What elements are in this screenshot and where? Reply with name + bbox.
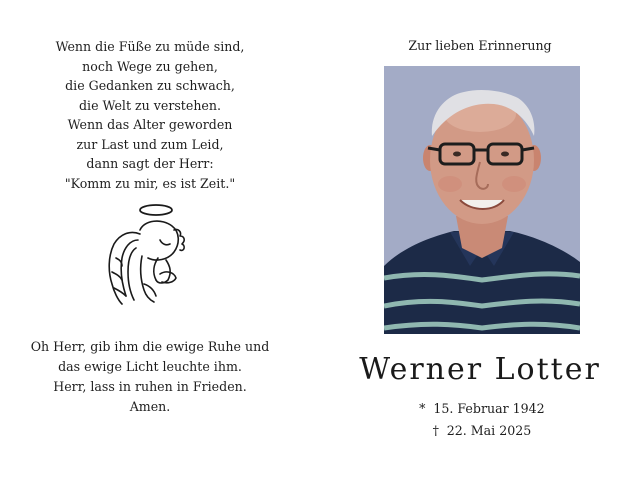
prayer-line: Amen. xyxy=(129,399,171,414)
poem-line: dann sagt der Herr: xyxy=(86,156,214,171)
life-dates xyxy=(320,398,640,442)
death-date: 22. Mai 2025 xyxy=(446,423,532,438)
prayer xyxy=(0,337,300,417)
birth-date: 15. Februar 1942 xyxy=(433,401,545,416)
poem xyxy=(0,37,300,193)
poem-line: "Komm zu mir, es ist Zeit." xyxy=(64,175,236,191)
memorial-caption: Zur lieben Erinnerung xyxy=(408,38,552,53)
poem-line: die Welt zu verstehen. xyxy=(79,97,221,113)
angel-icon xyxy=(100,200,200,308)
prayer-line: Herr, lass in ruhen in Frieden. xyxy=(53,379,247,394)
deceased-name: Werner Lotter xyxy=(359,352,601,387)
poem-line: zur Last und zum Leid, xyxy=(76,136,224,152)
poem-line: Wenn die Füße zu müde sind, xyxy=(55,39,245,54)
poem-line: noch Wege zu gehen, xyxy=(82,58,218,74)
prayer-line: Oh Herr, gib ihm die ewige Ruhe und xyxy=(30,339,270,354)
cross-icon: † xyxy=(432,423,439,438)
poem-line: die Gedanken zu schwach, xyxy=(65,78,235,93)
poem-line: Wenn das Alter geworden xyxy=(67,117,233,132)
right-page xyxy=(320,0,640,480)
birth-symbol: * xyxy=(419,401,426,416)
birth-date-row xyxy=(320,398,640,420)
death-date-row xyxy=(320,420,640,442)
portrait-photo xyxy=(384,66,580,334)
prayer-line: das ewige Licht leuchte ihm. xyxy=(58,359,242,374)
portrait-illustration xyxy=(384,66,580,334)
left-page xyxy=(0,0,300,480)
